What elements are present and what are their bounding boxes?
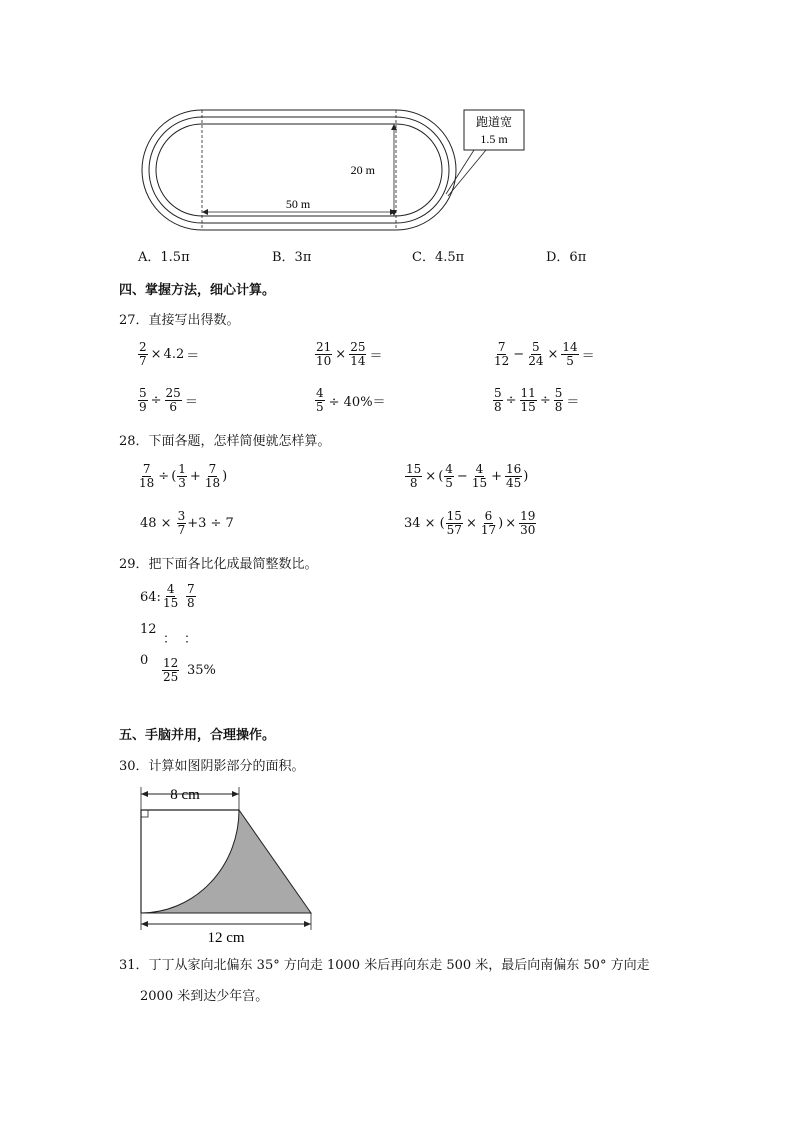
q30-prompt: 30．计算如图阴影部分的面积。: [119, 759, 305, 774]
q27-expr-1: $\frac{2}{7}$ × 4.2 ＝: [139, 340, 200, 368]
track-width-label: 20 m: [350, 163, 375, 177]
q27-expr-6: $\frac{5}{8}$ ÷ $\frac{11}{15}$ ÷ $\frac{5}{8}$ ＝: [494, 386, 580, 414]
q29-r1-c: $\frac{7}{8}$: [187, 582, 195, 610]
q27-expr-2: $\frac{21}{10}$ × $\frac{25}{14}$ ＝: [316, 340, 383, 368]
q29-r3-a: 0: [140, 653, 149, 668]
q28-expr-4: 34 × ( $\frac{15}{57}$ × $\frac{6}{17}$ ) × $\frac{19}{30}$: [404, 509, 536, 537]
q30-figure: [130, 782, 330, 948]
q27-expr-3: $\frac{7}{12}$ − $\frac{5}{24}$ × $\frac{14}{5}$ ＝: [494, 340, 595, 368]
q30-bottom-label: 12 cm: [207, 930, 245, 946]
q29-r1-a: 64:: [140, 590, 161, 605]
q28-expr-1: $\frac{7}{18}$ ÷ ( $\frac{1}{3}$ + $\frac{7}{18}$ ): [139, 462, 228, 490]
q31-line-2: 2000 米到达少年宫。: [140, 989, 269, 1004]
q27-prompt: 27．直接写出得数。: [119, 313, 240, 328]
q27-expr-4: $\frac{5}{9}$ ÷ $\frac{25}{6}$ ＝: [139, 386, 198, 414]
q28-expr-2: $\frac{15}{8}$ × ( $\frac{4}{5}$ − $\frac{4}{15}$ + $\frac{16}{45}$ ): [406, 462, 529, 490]
q28-expr-3: 48 × $\frac{3}{7}$ +3 ÷ 7: [140, 509, 234, 537]
q29-prompt: 29．把下面各比化成最简整数比。: [119, 557, 318, 572]
section4-title: 四、掌握方法，细心计算。: [119, 283, 276, 298]
q28-prompt: 28．下面各题，怎样简便就怎样算。: [119, 434, 331, 449]
section5-title: 五、手脑并用，合理操作。: [119, 728, 276, 743]
track-length-label: 50 m: [285, 197, 311, 211]
callout-label-1: 跑道宽: [475, 115, 513, 129]
q31-line-1: 31．丁丁从家向北偏东 35° 方向走 1000 米后再向东走 500 米，最后向南偏东 50° 方向走: [119, 958, 650, 973]
q29-r2-a: 12: [140, 622, 157, 637]
callout-label-2: 1.5 m: [480, 132, 508, 146]
q29-r2-c: ：: [184, 632, 198, 647]
q29-r2-b: ：: [163, 632, 177, 647]
choice-a[interactable]: A．1.5π: [138, 250, 190, 265]
choice-c[interactable]: C．4.5π: [412, 250, 465, 265]
q29-r3-b: $\frac{12}{25}$: [163, 656, 179, 684]
choice-b[interactable]: B．3π: [272, 250, 312, 265]
q30-top-label: 8 cm: [170, 787, 200, 803]
q29-r3-c: 35%: [187, 663, 216, 678]
track-figure: [130, 100, 550, 240]
choice-d[interactable]: D．6π: [546, 250, 587, 265]
q29-r1-b: $\frac{4}{15}$: [163, 582, 179, 610]
q27-expr-5: $\frac{4}{5}$ ÷ 40%＝: [316, 386, 386, 414]
